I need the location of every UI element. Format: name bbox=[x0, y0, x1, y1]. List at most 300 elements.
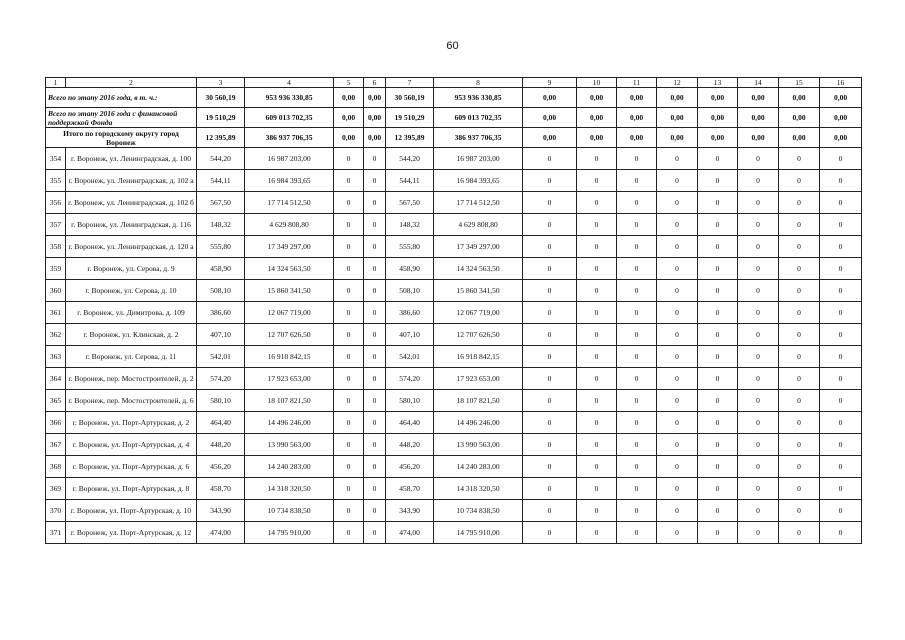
summary-value-cell: 0,00 bbox=[577, 108, 617, 128]
table-row bbox=[46, 434, 862, 456]
table-row bbox=[46, 346, 862, 368]
value-cell: 0 bbox=[738, 258, 779, 280]
table-row bbox=[46, 148, 862, 170]
value-cell: 0 bbox=[577, 192, 617, 214]
summary-value-cell: 386 937 706,35 bbox=[245, 128, 334, 148]
table-row bbox=[46, 236, 862, 258]
value-cell: 0 bbox=[523, 236, 577, 258]
value-cell: 0 bbox=[820, 412, 862, 434]
value-cell: 0 bbox=[334, 390, 364, 412]
value-cell: 0 bbox=[334, 148, 364, 170]
value-cell: 0 bbox=[779, 258, 820, 280]
column-header-cell: 2 bbox=[66, 78, 197, 88]
value-cell: 0 bbox=[577, 148, 617, 170]
address-cell: г. Воронеж, ул. Ленинградская, д. 100 bbox=[66, 148, 197, 170]
value-cell: 0 bbox=[364, 258, 386, 280]
value-cell: 0 bbox=[364, 148, 386, 170]
value-cell: 407,10 bbox=[386, 324, 434, 346]
value-cell: 14 324 563,50 bbox=[434, 258, 523, 280]
value-cell: 12 707 626,50 bbox=[434, 324, 523, 346]
address-cell: г. Воронеж, ул. Серова, д. 10 bbox=[66, 280, 197, 302]
value-cell: 0 bbox=[617, 214, 657, 236]
summary-value-cell: 0,00 bbox=[577, 128, 617, 148]
value-cell: 0 bbox=[820, 390, 862, 412]
value-cell: 0 bbox=[617, 236, 657, 258]
value-cell: 0 bbox=[617, 390, 657, 412]
value-cell: 0 bbox=[617, 346, 657, 368]
value-cell: 0 bbox=[820, 236, 862, 258]
value-cell: 0 bbox=[820, 434, 862, 456]
row-number: 355 bbox=[46, 170, 66, 192]
table-row bbox=[46, 456, 862, 478]
value-cell: 0 bbox=[617, 522, 657, 544]
summary-value-cell: 12 395,89 bbox=[386, 128, 434, 148]
value-cell: 10 734 838,50 bbox=[434, 500, 523, 522]
value-cell: 555,80 bbox=[386, 236, 434, 258]
value-cell: 0 bbox=[738, 324, 779, 346]
value-cell: 0 bbox=[657, 148, 698, 170]
address-cell: г. Воронеж, ул. Клинская, д. 2 bbox=[66, 324, 197, 346]
summary-value-cell: 0,00 bbox=[820, 108, 862, 128]
column-header-cell: 10 bbox=[577, 78, 617, 88]
value-cell: 0 bbox=[698, 280, 738, 302]
value-cell: 0 bbox=[364, 434, 386, 456]
address-cell: г. Воронеж, ул. Ленинградская, д. 120 а bbox=[66, 236, 197, 258]
value-cell: 544,20 bbox=[386, 148, 434, 170]
value-cell: 0 bbox=[364, 456, 386, 478]
row-number: 362 bbox=[46, 324, 66, 346]
value-cell: 0 bbox=[523, 478, 577, 500]
value-cell: 10 734 838,50 bbox=[245, 500, 334, 522]
value-cell: 0 bbox=[738, 192, 779, 214]
value-cell: 0 bbox=[738, 170, 779, 192]
value-cell: 0 bbox=[657, 478, 698, 500]
value-cell: 0 bbox=[820, 500, 862, 522]
value-cell: 0 bbox=[657, 368, 698, 390]
value-cell: 0 bbox=[738, 280, 779, 302]
value-cell: 0 bbox=[657, 324, 698, 346]
summary-value-cell: 386 937 706,35 bbox=[434, 128, 523, 148]
value-cell: 343,90 bbox=[386, 500, 434, 522]
value-cell: 0 bbox=[738, 390, 779, 412]
value-cell: 0 bbox=[657, 214, 698, 236]
value-cell: 0 bbox=[698, 478, 738, 500]
value-cell: 0 bbox=[523, 192, 577, 214]
value-cell: 148,32 bbox=[386, 214, 434, 236]
value-cell: 474,00 bbox=[197, 522, 245, 544]
value-cell: 0 bbox=[779, 214, 820, 236]
value-cell: 0 bbox=[779, 148, 820, 170]
row-number: 365 bbox=[46, 390, 66, 412]
address-cell: г. Воронеж, пер. Мостостроителей, д. 2 bbox=[66, 368, 197, 390]
value-cell: 0 bbox=[334, 192, 364, 214]
column-header-cell: 15 bbox=[779, 78, 820, 88]
value-cell: 0 bbox=[698, 214, 738, 236]
table-row bbox=[46, 500, 862, 522]
value-cell: 0 bbox=[617, 324, 657, 346]
value-cell: 18 107 821,50 bbox=[245, 390, 334, 412]
column-number-header-row bbox=[46, 78, 862, 88]
value-cell: 0 bbox=[523, 346, 577, 368]
value-cell: 0 bbox=[657, 236, 698, 258]
value-cell: 0 bbox=[738, 456, 779, 478]
address-cell: г. Воронеж, ул. Порт-Артурская, д. 6 bbox=[66, 456, 197, 478]
summary-value-cell: 0,00 bbox=[523, 128, 577, 148]
value-cell: 567,50 bbox=[197, 192, 245, 214]
summary-value-cell: 0,00 bbox=[779, 108, 820, 128]
value-cell: 0 bbox=[364, 368, 386, 390]
value-cell: 14 496 246,00 bbox=[434, 412, 523, 434]
summary-value-cell: 609 013 702,35 bbox=[434, 108, 523, 128]
column-header-cell: 8 bbox=[434, 78, 523, 88]
summary-row bbox=[46, 88, 862, 108]
value-cell: 0 bbox=[334, 456, 364, 478]
value-cell: 0 bbox=[820, 280, 862, 302]
value-cell: 0 bbox=[779, 478, 820, 500]
row-number: 357 bbox=[46, 214, 66, 236]
value-cell: 0 bbox=[577, 456, 617, 478]
summary-value-cell: 0,00 bbox=[738, 108, 779, 128]
summary-value-cell: 953 936 330,85 bbox=[434, 88, 523, 108]
value-cell: 0 bbox=[523, 522, 577, 544]
value-cell: 0 bbox=[364, 302, 386, 324]
column-header-cell: 12 bbox=[657, 78, 698, 88]
column-header-cell: 13 bbox=[698, 78, 738, 88]
value-cell: 0 bbox=[364, 170, 386, 192]
value-cell: 0 bbox=[779, 280, 820, 302]
value-cell: 458,70 bbox=[386, 478, 434, 500]
value-cell: 0 bbox=[738, 148, 779, 170]
value-cell: 0 bbox=[698, 412, 738, 434]
value-cell: 464,40 bbox=[197, 412, 245, 434]
value-cell: 0 bbox=[698, 368, 738, 390]
row-number: 367 bbox=[46, 434, 66, 456]
value-cell: 16 984 393,65 bbox=[245, 170, 334, 192]
value-cell: 0 bbox=[334, 478, 364, 500]
column-header-cell: 14 bbox=[738, 78, 779, 88]
value-cell: 0 bbox=[657, 280, 698, 302]
value-cell: 0 bbox=[698, 456, 738, 478]
value-cell: 0 bbox=[779, 456, 820, 478]
value-cell: 0 bbox=[523, 324, 577, 346]
value-cell: 386,60 bbox=[386, 302, 434, 324]
summary-value-cell: 0,00 bbox=[617, 108, 657, 128]
value-cell: 0 bbox=[617, 412, 657, 434]
value-cell: 456,20 bbox=[386, 456, 434, 478]
value-cell: 0 bbox=[364, 500, 386, 522]
column-header-cell: 6 bbox=[364, 78, 386, 88]
value-cell: 0 bbox=[738, 500, 779, 522]
value-cell: 0 bbox=[364, 390, 386, 412]
address-cell: г. Воронеж, ул. Порт-Артурская, д. 12 bbox=[66, 522, 197, 544]
column-header-cell: 11 bbox=[617, 78, 657, 88]
value-cell: 0 bbox=[820, 346, 862, 368]
summary-value-cell: 0,00 bbox=[364, 88, 386, 108]
table-row bbox=[46, 258, 862, 280]
summary-value-cell: 30 560,19 bbox=[386, 88, 434, 108]
summary-value-cell: 0,00 bbox=[657, 128, 698, 148]
value-cell: 0 bbox=[617, 302, 657, 324]
value-cell: 0 bbox=[577, 302, 617, 324]
summary-value-cell: 0,00 bbox=[523, 88, 577, 108]
value-cell: 12 067 719,00 bbox=[434, 302, 523, 324]
summary-value-cell: 0,00 bbox=[698, 128, 738, 148]
value-cell: 0 bbox=[334, 522, 364, 544]
value-cell: 18 107 821,50 bbox=[434, 390, 523, 412]
column-header-cell: 4 bbox=[245, 78, 334, 88]
value-cell: 0 bbox=[779, 324, 820, 346]
row-number: 368 bbox=[46, 456, 66, 478]
value-cell: 0 bbox=[523, 170, 577, 192]
summary-label: Итого по городскому округу город Воронеж bbox=[46, 128, 197, 148]
table-row bbox=[46, 324, 862, 346]
summary-value-cell: 0,00 bbox=[698, 108, 738, 128]
column-header-cell: 5 bbox=[334, 78, 364, 88]
value-cell: 0 bbox=[364, 478, 386, 500]
value-cell: 0 bbox=[657, 302, 698, 324]
value-cell: 0 bbox=[334, 346, 364, 368]
value-cell: 458,90 bbox=[386, 258, 434, 280]
value-cell: 386,60 bbox=[197, 302, 245, 324]
value-cell: 555,80 bbox=[197, 236, 245, 258]
value-cell: 0 bbox=[523, 302, 577, 324]
value-cell: 474,00 bbox=[386, 522, 434, 544]
value-cell: 0 bbox=[698, 346, 738, 368]
summary-value-cell: 0,00 bbox=[657, 108, 698, 128]
value-cell: 4 629 808,80 bbox=[434, 214, 523, 236]
value-cell: 0 bbox=[334, 214, 364, 236]
value-cell: 407,10 bbox=[197, 324, 245, 346]
summary-value-cell: 609 013 702,35 bbox=[245, 108, 334, 128]
value-cell: 0 bbox=[657, 522, 698, 544]
value-cell: 0 bbox=[364, 522, 386, 544]
row-number: 360 bbox=[46, 280, 66, 302]
table-row bbox=[46, 368, 862, 390]
table-row bbox=[46, 390, 862, 412]
value-cell: 14 795 910,00 bbox=[434, 522, 523, 544]
value-cell: 0 bbox=[617, 192, 657, 214]
summary-value-cell: 0,00 bbox=[364, 128, 386, 148]
value-cell: 508,10 bbox=[197, 280, 245, 302]
value-cell: 16 918 842,15 bbox=[434, 346, 523, 368]
page-number: 60 bbox=[446, 40, 459, 52]
value-cell: 0 bbox=[523, 368, 577, 390]
row-number: 361 bbox=[46, 302, 66, 324]
value-cell: 0 bbox=[738, 434, 779, 456]
value-cell: 0 bbox=[779, 236, 820, 258]
value-cell: 0 bbox=[657, 258, 698, 280]
summary-value-cell: 0,00 bbox=[523, 108, 577, 128]
column-header-cell: 7 bbox=[386, 78, 434, 88]
value-cell: 0 bbox=[820, 522, 862, 544]
value-cell: 0 bbox=[577, 258, 617, 280]
value-cell: 0 bbox=[738, 214, 779, 236]
summary-value-cell: 953 936 330,85 bbox=[245, 88, 334, 108]
value-cell: 0 bbox=[820, 456, 862, 478]
value-cell: 0 bbox=[523, 500, 577, 522]
value-cell: 0 bbox=[820, 368, 862, 390]
value-cell: 0 bbox=[779, 302, 820, 324]
value-cell: 0 bbox=[577, 434, 617, 456]
value-cell: 0 bbox=[617, 280, 657, 302]
address-cell: г. Воронеж, ул. Порт-Артурская, д. 2 bbox=[66, 412, 197, 434]
value-cell: 508,10 bbox=[386, 280, 434, 302]
value-cell: 0 bbox=[738, 412, 779, 434]
value-cell: 0 bbox=[698, 324, 738, 346]
value-cell: 0 bbox=[820, 192, 862, 214]
value-cell: 0 bbox=[364, 214, 386, 236]
value-cell: 0 bbox=[698, 434, 738, 456]
value-cell: 0 bbox=[617, 478, 657, 500]
table-row bbox=[46, 280, 862, 302]
value-cell: 0 bbox=[523, 412, 577, 434]
value-cell: 0 bbox=[334, 170, 364, 192]
value-cell: 544,20 bbox=[197, 148, 245, 170]
value-cell: 0 bbox=[820, 214, 862, 236]
value-cell: 17 923 653,00 bbox=[434, 368, 523, 390]
value-cell: 0 bbox=[364, 412, 386, 434]
row-number: 369 bbox=[46, 478, 66, 500]
value-cell: 0 bbox=[738, 522, 779, 544]
table-row bbox=[46, 412, 862, 434]
value-cell: 0 bbox=[577, 522, 617, 544]
table-row bbox=[46, 522, 862, 544]
value-cell: 14 324 563,50 bbox=[245, 258, 334, 280]
value-cell: 544,11 bbox=[197, 170, 245, 192]
value-cell: 580,10 bbox=[386, 390, 434, 412]
value-cell: 0 bbox=[698, 390, 738, 412]
value-cell: 13 990 563,00 bbox=[245, 434, 334, 456]
table-row bbox=[46, 214, 862, 236]
value-cell: 0 bbox=[577, 324, 617, 346]
value-cell: 0 bbox=[523, 434, 577, 456]
value-cell: 12 707 626,50 bbox=[245, 324, 334, 346]
value-cell: 14 318 320,50 bbox=[245, 478, 334, 500]
summary-value-cell: 12 395,89 bbox=[197, 128, 245, 148]
table-body bbox=[46, 78, 862, 544]
summary-label: Всего по этапу 2016 года с финансовой поддержкой Фонда bbox=[46, 108, 197, 128]
value-cell: 0 bbox=[779, 192, 820, 214]
value-cell: 0 bbox=[779, 368, 820, 390]
summary-value-cell: 0,00 bbox=[577, 88, 617, 108]
value-cell: 0 bbox=[523, 390, 577, 412]
summary-value-cell: 0,00 bbox=[779, 88, 820, 108]
summary-value-cell: 0,00 bbox=[738, 88, 779, 108]
value-cell: 0 bbox=[698, 302, 738, 324]
value-cell: 17 349 297,00 bbox=[245, 236, 334, 258]
address-cell: г. Воронеж, ул. Ленинградская, д. 102 а bbox=[66, 170, 197, 192]
summary-value-cell: 0,00 bbox=[364, 108, 386, 128]
address-cell: г. Воронеж, пер. Мостостроителей, д. 6 bbox=[66, 390, 197, 412]
value-cell: 0 bbox=[364, 346, 386, 368]
value-cell: 0 bbox=[698, 170, 738, 192]
value-cell: 0 bbox=[334, 236, 364, 258]
column-header-cell: 3 bbox=[197, 78, 245, 88]
value-cell: 14 318 320,50 bbox=[434, 478, 523, 500]
value-cell: 574,20 bbox=[386, 368, 434, 390]
column-header-cell: 9 bbox=[523, 78, 577, 88]
value-cell: 0 bbox=[657, 434, 698, 456]
address-cell: г. Воронеж, ул. Серова, д. 11 bbox=[66, 346, 197, 368]
value-cell: 14 240 283,00 bbox=[245, 456, 334, 478]
row-number: 359 bbox=[46, 258, 66, 280]
value-cell: 17 349 297,00 bbox=[434, 236, 523, 258]
address-cell: г. Воронеж, ул. Ленинградская, д. 116 bbox=[66, 214, 197, 236]
value-cell: 0 bbox=[523, 258, 577, 280]
row-number: 366 bbox=[46, 412, 66, 434]
value-cell: 0 bbox=[617, 434, 657, 456]
value-cell: 0 bbox=[779, 522, 820, 544]
value-cell: 14 795 910,00 bbox=[245, 522, 334, 544]
value-cell: 0 bbox=[617, 500, 657, 522]
value-cell: 0 bbox=[698, 500, 738, 522]
value-cell: 0 bbox=[820, 258, 862, 280]
address-cell: г. Воронеж, ул. Порт-Артурская, д. 8 bbox=[66, 478, 197, 500]
value-cell: 0 bbox=[657, 170, 698, 192]
value-cell: 0 bbox=[820, 324, 862, 346]
value-cell: 0 bbox=[698, 236, 738, 258]
value-cell: 15 860 341,50 bbox=[245, 280, 334, 302]
value-cell: 0 bbox=[334, 280, 364, 302]
row-number: 354 bbox=[46, 148, 66, 170]
summary-label: Всего по этапу 2016 года, в т. ч.: bbox=[46, 88, 197, 108]
value-cell: 0 bbox=[657, 346, 698, 368]
value-cell: 4 629 808,80 bbox=[245, 214, 334, 236]
address-cell: г. Воронеж, ул. Порт-Артурская, д. 10 bbox=[66, 500, 197, 522]
summary-value-cell: 0,00 bbox=[738, 128, 779, 148]
summary-value-cell: 19 510,29 bbox=[197, 108, 245, 128]
value-cell: 0 bbox=[779, 170, 820, 192]
value-cell: 148,32 bbox=[197, 214, 245, 236]
value-cell: 12 067 719,00 bbox=[245, 302, 334, 324]
value-cell: 458,70 bbox=[197, 478, 245, 500]
value-cell: 16 987 203,00 bbox=[434, 148, 523, 170]
value-cell: 17 714 512,50 bbox=[434, 192, 523, 214]
value-cell: 0 bbox=[577, 478, 617, 500]
value-cell: 0 bbox=[698, 148, 738, 170]
value-cell: 0 bbox=[738, 236, 779, 258]
value-cell: 456,20 bbox=[197, 456, 245, 478]
summary-value-cell: 0,00 bbox=[617, 88, 657, 108]
value-cell: 0 bbox=[820, 302, 862, 324]
value-cell: 448,20 bbox=[386, 434, 434, 456]
value-cell: 0 bbox=[364, 236, 386, 258]
value-cell: 542,01 bbox=[197, 346, 245, 368]
value-cell: 14 496 246,00 bbox=[245, 412, 334, 434]
row-number: 358 bbox=[46, 236, 66, 258]
value-cell: 544,11 bbox=[386, 170, 434, 192]
value-cell: 0 bbox=[334, 302, 364, 324]
value-cell: 0 bbox=[334, 412, 364, 434]
address-cell: г. Воронеж, ул. Серова, д. 9 bbox=[66, 258, 197, 280]
value-cell: 0 bbox=[334, 324, 364, 346]
value-cell: 16 987 203,00 bbox=[245, 148, 334, 170]
value-cell: 0 bbox=[334, 368, 364, 390]
value-cell: 574,20 bbox=[197, 368, 245, 390]
row-number: 363 bbox=[46, 346, 66, 368]
value-cell: 343,90 bbox=[197, 500, 245, 522]
summary-value-cell: 0,00 bbox=[698, 88, 738, 108]
value-cell: 13 990 563,00 bbox=[434, 434, 523, 456]
summary-value-cell: 0,00 bbox=[820, 128, 862, 148]
summary-row bbox=[46, 128, 862, 148]
value-cell: 0 bbox=[577, 214, 617, 236]
value-cell: 17 714 512,50 bbox=[245, 192, 334, 214]
value-cell: 0 bbox=[820, 148, 862, 170]
value-cell: 0 bbox=[334, 258, 364, 280]
value-cell: 542,01 bbox=[386, 346, 434, 368]
value-cell: 14 240 283,00 bbox=[434, 456, 523, 478]
